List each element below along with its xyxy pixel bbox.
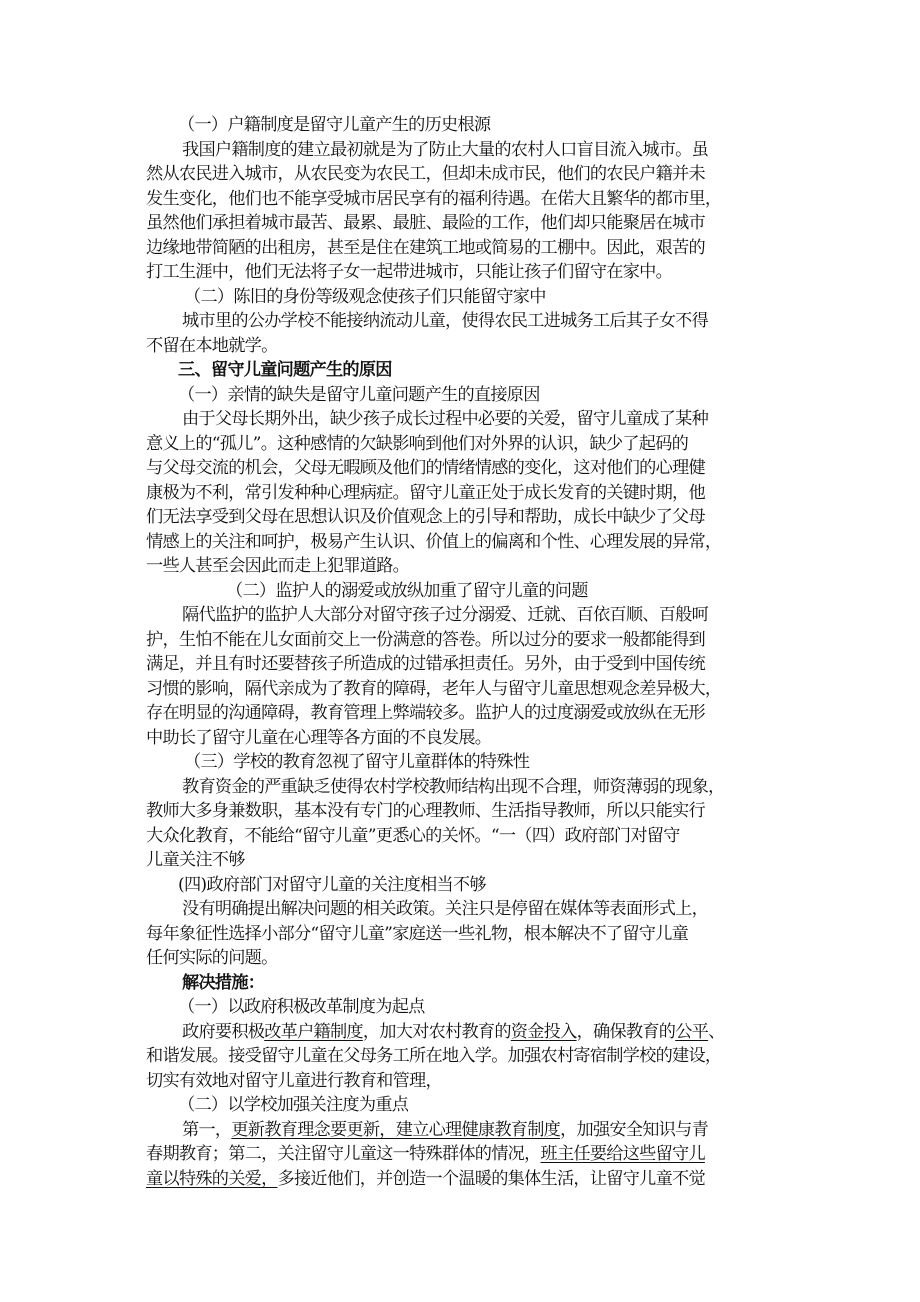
underlined-text: 童以特殊的关爱，: [146, 1168, 278, 1189]
paragraph-line: 切实有效地对留守儿童进行教育和管理，: [146, 1070, 442, 1091]
section-heading-government-reform: （一）以政府积极改革制度为起点: [178, 997, 425, 1017]
section-heading-guardian-spoiling: （二）监护人的溺爱或放纵加重了留守儿童的问题: [226, 580, 588, 601]
text-run: 多接近他们，并创造一个温暖的集体生活，让留守儿童不觉: [277, 1168, 705, 1189]
text-run: 政府要积极: [182, 1021, 265, 1042]
paragraph-line: 存在明显的沟通障碍，教育管理上弊端较多。监护人的过度溺爱或放纵在无形: [146, 703, 705, 723]
paragraph-line: 打工生涯中，他们无法将子女一起带进城市，只能让孩子们留守在家中。: [146, 262, 673, 282]
part-heading-causes: 三、留守儿童问题产生的原因: [178, 360, 392, 380]
paragraph-line: 教育资金的严重缺乏使得农村学校教师结构出现不合理，师资薄弱的现象，: [182, 776, 725, 797]
text-run: ，加大对农村教育的: [362, 1021, 511, 1042]
underlined-text: 班主任要给这些留守儿: [540, 1144, 705, 1164]
text-run: 春期教育；第二，关注留守儿童这一特殊群体的情况，: [146, 1144, 541, 1164]
paragraph-line: 满足，并且有时还要替孩子所造成的过错承担责任。另外，由于受到中国传统: [146, 654, 705, 674]
section-heading-lack-of-affection: （一）亲情的缺失是留守儿童问题产生的直接原因: [178, 384, 540, 405]
text-run: 、: [708, 1021, 725, 1042]
section-heading-identity-concept: （二）陈旧的身份等级观念使孩子们只能留守家中: [184, 286, 546, 307]
section-heading-school-education: （三）学校的教育忽视了留守儿童群体的特殊性: [184, 752, 530, 772]
part-heading-solutions: 解决措施：: [182, 972, 265, 993]
document-page: [146, 113, 778, 1191]
paragraph-line: 我国户籍制度的建立最初就是为了防止大量的农村人口盲目流入城市。虽: [182, 139, 709, 160]
paragraph-line: [146, 1020, 778, 1045]
paragraph-line: 由于父母长期外出，缺少孩子成长过程中必要的关爱，留守儿童成了某种: [182, 409, 709, 429]
paragraph-line: 不留在本地就学。: [146, 335, 278, 356]
paragraph-line: 边缘地带简陋的出租房，甚至是住在建筑工地或简易的工棚中。因此，艰苦的: [146, 237, 705, 258]
text-run: ，确保教育的: [576, 1021, 676, 1042]
paragraph-line: 们无法享受到父母在思想认识及价值观念上的引导和帮助，成长中缺少了父母: [146, 507, 705, 527]
underlined-text: 公平: [675, 1021, 709, 1042]
paragraph-line: 习惯的影响，隔代亲成为了教育的障碍，老年人与留守儿童思想观念差异极大，: [146, 678, 722, 699]
paragraph-line: 发生变化，他们也不能享受城市居民享有的福利待遇。在偌大且繁华的都市里，: [146, 188, 722, 209]
paragraph-line: 护，生怕不能在儿女面前交上一份满意的答卷。所以过分的要求一般都能得到: [146, 629, 705, 650]
paragraph-line: 情感上的关注和呵护，极易产生认识、价值上的偏离和个性、心理发展的异常，: [146, 531, 722, 552]
paragraph-line: 一些人甚至会因此而走上犯罪道路。: [146, 556, 410, 576]
paragraph-line: [146, 1167, 778, 1192]
underlined-text: 改革户籍制度: [264, 1021, 363, 1042]
paragraph-line: 和谐发展。接受留守儿童在父母务工所在地入学。加强农村寄宿制学校的建设，: [146, 1046, 722, 1066]
section-heading-school-attention: （二）以学校加强关注度为重点: [178, 1095, 409, 1115]
paragraph-line: 虽然他们承担着城市最苦、最累、最脏、最险的工作，他们却只能聚居在城市: [146, 213, 705, 233]
paragraph-line: 与父母交流的机会，父母无暇顾及他们的情绪情感的变化，这对他们的心理健: [146, 458, 705, 478]
paragraph-line: 然从农民进入城市，从农民变为农民工，但却未成市民，他们的农民户籍并未: [146, 164, 705, 184]
paragraph-line: 大众化教育，不能给“留守儿童”更悉心的关怀。“一（四）政府部门对留守: [146, 825, 680, 846]
paragraph-line: 任何实际的问题。: [146, 948, 278, 968]
paragraph-line: 隔代监护的监护人大部分对留守孩子过分溺爱、迁就、百依百顺、百般呵: [182, 605, 709, 625]
section-heading-government-attention: (四)政府部门对留守儿童的关注度相当不够: [178, 874, 486, 895]
paragraph-line: 儿童关注不够: [146, 850, 245, 870]
paragraph-line: 每年象征性选择小部分“留守儿童”家庭送一些礼物，根本解决不了留守儿童: [146, 923, 689, 944]
paragraph-line: 教师大多身兼数职，基本没有专门的心理教师、生活指导教师，所以只能实行: [146, 801, 705, 821]
paragraph-line: 意义上的“孤儿”。这种感情的欠缺影响到他们对外界的认识，缺少了起码的: [146, 433, 689, 454]
text-run: ，加强安全知识与青: [560, 1119, 709, 1140]
paragraph-line: [146, 1142, 778, 1167]
section-heading-household-registration: （一）户籍制度是留守儿童产生的历史根源: [178, 115, 491, 135]
text-run: 第一，: [182, 1119, 232, 1140]
paragraph-line: 康极为不利，常引发种种心理病症。留守儿童正处于成长发育的关键时期，他: [146, 482, 705, 503]
underlined-text: 资金投入: [510, 1021, 577, 1042]
underlined-text: 更新教育理念要更新，建立心理健康教育制度: [231, 1119, 561, 1140]
paragraph-line: 中助长了留守儿童在心理等各方面的不良发展。: [146, 727, 492, 748]
paragraph-line: 没有明确提出解决问题的相关政策。关注只是停留在媒体等表面形式上，: [182, 899, 709, 919]
paragraph-line: [146, 1118, 778, 1143]
paragraph-line: 城市里的公办学校不能接纳流动儿童，使得农民工进城务工后其子女不得: [182, 311, 709, 331]
